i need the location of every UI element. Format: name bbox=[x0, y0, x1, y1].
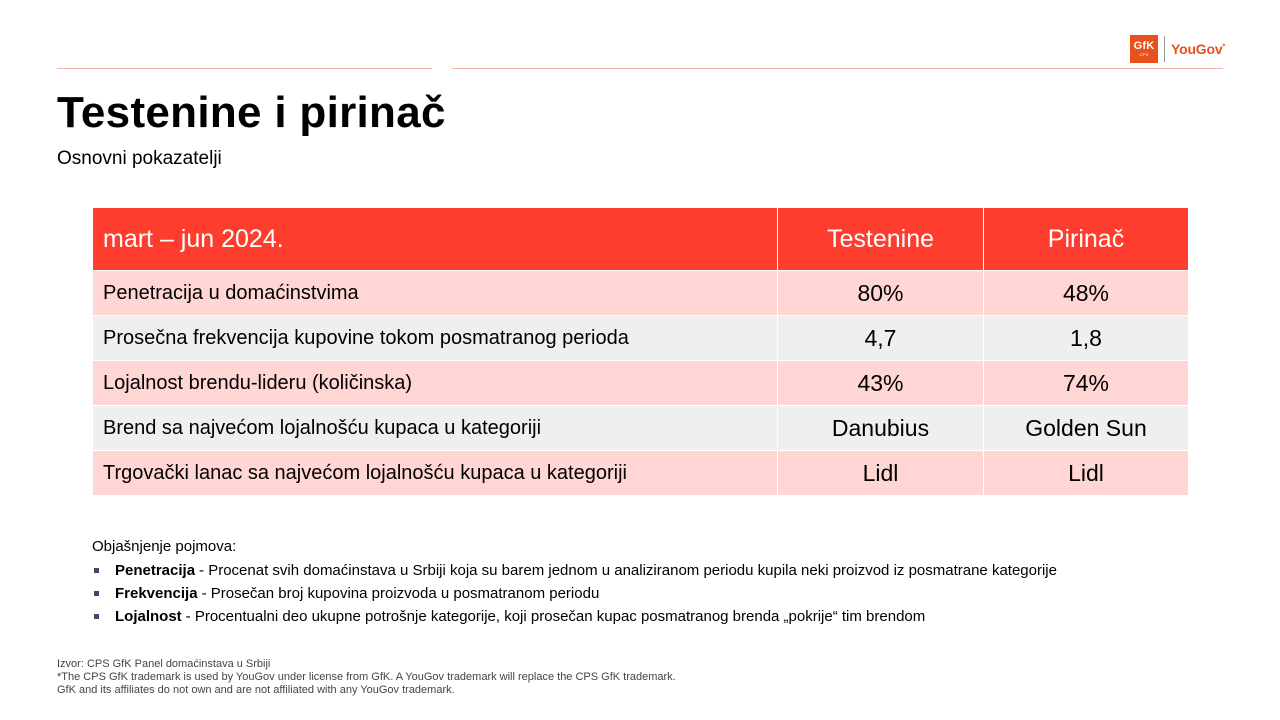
cell-value: Danubius bbox=[778, 406, 984, 451]
row-label: Lojalnost brendu-lideru (količinska) bbox=[93, 361, 778, 406]
trademark-note: *The CPS GfK trademark is used by YouGov under license from GfK. A YouGov trademark will replace the CPS GfK trademark. bbox=[57, 671, 676, 683]
cell-value: 80% bbox=[778, 271, 984, 316]
legend-item bbox=[92, 585, 1057, 602]
cell-value: 4,7 bbox=[778, 316, 984, 361]
table-header-row bbox=[93, 208, 1189, 271]
legend-definition: - Procentualni deo ukupne potrošnje kategorije, koji prosečan kupac posmatranog brenda „pokrije“ tim brendom bbox=[185, 608, 926, 625]
cell-value: Lidl bbox=[778, 451, 984, 496]
gfk-yougov-logo bbox=[1130, 35, 1225, 63]
cell-value: Golden Sun bbox=[984, 406, 1189, 451]
trademark-note: GfK and its affiliates do not own and are not affiliated with any YouGov trademark. bbox=[57, 684, 455, 696]
yougov-logo-mark: * bbox=[1222, 43, 1225, 51]
legend-term: Penetracija bbox=[115, 562, 196, 579]
row-label: Brend sa najvećom lojalnošću kupaca u kategoriji bbox=[93, 406, 778, 451]
column-header-pirinac: Pirinač bbox=[984, 208, 1189, 271]
terms-legend bbox=[92, 538, 1057, 631]
footer-notes bbox=[57, 658, 676, 697]
cell-value: 74% bbox=[984, 361, 1189, 406]
gfk-logo-subtext: CPS bbox=[1139, 52, 1149, 57]
square-bullet-icon bbox=[94, 568, 99, 573]
cell-value: 48% bbox=[984, 271, 1189, 316]
table-row bbox=[93, 271, 1189, 316]
gfk-logo bbox=[1130, 35, 1158, 63]
top-rule-right bbox=[452, 68, 1223, 69]
period-header: mart – jun 2024. bbox=[93, 208, 778, 271]
table-row bbox=[93, 451, 1189, 496]
gfk-logo-text: GfK bbox=[1133, 40, 1155, 52]
page-subtitle: Osnovni pokazatelji bbox=[57, 148, 222, 169]
source-note: Izvor: CPS GfK Panel domaćinstava u Srbiji bbox=[57, 658, 271, 670]
square-bullet-icon bbox=[94, 591, 99, 596]
legend-definition: - Procenat svih domaćinstava u Srbiji koja su barem jednom u analiziranom periodu kupila neki proizvod iz posmatrane kategorije bbox=[199, 562, 1057, 579]
legend-term: Frekvencija bbox=[115, 585, 198, 602]
legend-term: Lojalnost bbox=[115, 608, 182, 625]
cell-value: Lidl bbox=[984, 451, 1189, 496]
page-title: Testenine i pirinač bbox=[57, 88, 446, 137]
cell-value: 43% bbox=[778, 361, 984, 406]
table-row bbox=[93, 316, 1189, 361]
legend-item bbox=[92, 562, 1057, 579]
table-row bbox=[93, 406, 1189, 451]
table-row bbox=[93, 361, 1189, 406]
yougov-logo bbox=[1171, 41, 1225, 57]
row-label: Penetracija u domaćinstvima bbox=[93, 271, 778, 316]
legend-definition: - Prosečan broj kupovina proizvoda u posmatranom periodu bbox=[201, 585, 600, 602]
column-header-testenine: Testenine bbox=[778, 208, 984, 271]
legend-item bbox=[92, 608, 1057, 625]
logo-divider bbox=[1164, 36, 1165, 62]
metrics-table bbox=[92, 207, 1189, 496]
top-rule-left bbox=[57, 68, 432, 69]
row-label: Trgovački lanac sa najvećom lojalnošću kupaca u kategoriji bbox=[93, 451, 778, 496]
yougov-logo-text: YouGov bbox=[1171, 41, 1223, 57]
row-label: Prosečna frekvencija kupovine tokom posmatranog perioda bbox=[93, 316, 778, 361]
legend-heading: Objašnjenje pojmova: bbox=[92, 538, 237, 555]
cell-value: 1,8 bbox=[984, 316, 1189, 361]
square-bullet-icon bbox=[94, 614, 99, 619]
